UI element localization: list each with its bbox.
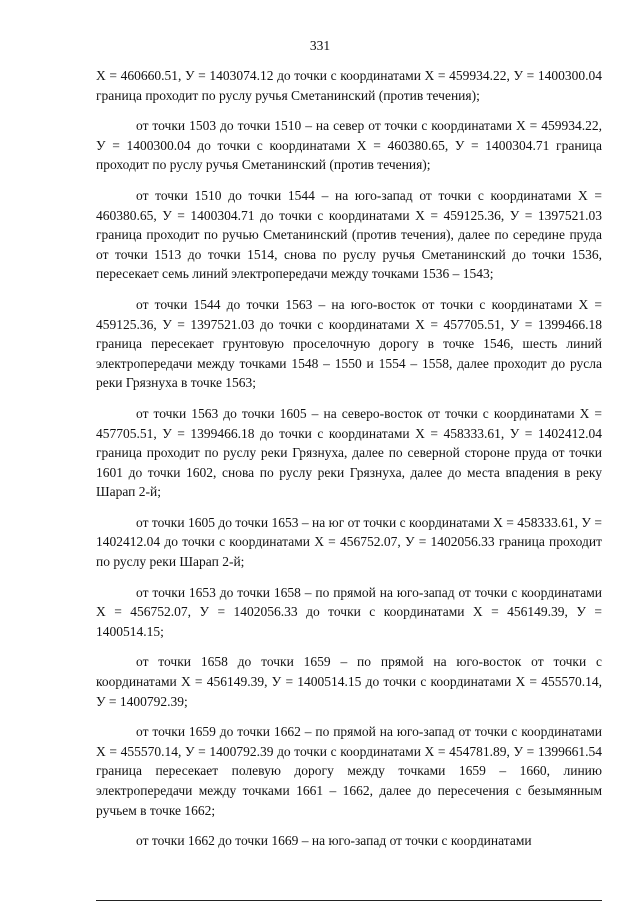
paragraph: от точки 1544 до точки 1563 – на юго-восток от точки с координатами Х = 459125.36, У = 1397521.03 до точки с координатами Х = 457705.51, У = 1399466.18 граница пересекает грунтовую проселочную дорогу в точке 1546, шесть линий электропередачи между точками 1548 – 1550 и 1554 – 1558, далее проходит до русла реки Грязнуха в точке 1563; bbox=[96, 296, 602, 391]
paragraph: от точки 1605 до точки 1653 – на юг от точки с координатами Х = 458333.61, У = 1402412.04 до точки с координатами Х = 456752.07, У = 1402056.33 граница проходит по руслу реки Шарап 2-й; bbox=[96, 514, 602, 570]
paragraph: от точки 1659 до точки 1662 – по прямой на юго-запад от точки с координатами Х = 455570.14, У = 1400792.39 до точки с координатами Х = 454781.89, У = 1399661.54 граница пересекает полевую дорогу между точками 1659 – 1660, линию электропередачи между точками 1661 – 1662, далее до пересечения с безымянным ручьем в точке 1662; bbox=[96, 724, 602, 818]
paragraph: от точки 1563 до точки 1605 – на северо-восток от точки с координатами Х = 457705.51, У = 1399466.18 до точки с координатами Х = 458333.61, У = 1402412.04 граница проходит по руслу реки Грязнуха, далее по северной стороне пруда от точки 1601 до точки 1602, снова по руслу реки Грязнуха, далее до места впадения в реку Шарап 2-й; bbox=[96, 405, 602, 500]
paragraph: от точки 1503 до точки 1510 – на север от точки с координатами Х = 459934.22, У = 1400300.04 до точки с координатами Х = 460380.65, У = 1400304.71 граница проходит по руслу ручья Сметанинский (против течения); bbox=[96, 118, 602, 173]
page-number: 331 bbox=[309, 38, 331, 53]
paragraph: от точки 1662 до точки 1669 – на юго-запад от точки с координатами bbox=[136, 833, 532, 849]
paragraph: Х = 460660.51, У = 1403074.12 до точки с координатами Х = 459934.22, У = 1400300.04 граница проходит по руслу ручья Сметанинский (против течения); bbox=[96, 68, 602, 103]
footer-rule bbox=[96, 900, 602, 901]
paragraph: от точки 1658 до точки 1659 – по прямой на юго-восток от точки с координатами Х = 456149.39, У = 1400514.15 до точки с координатами Х = 455570.14, У = 1400792.39; bbox=[96, 654, 602, 709]
document-body bbox=[96, 66, 602, 862]
paragraph: от точки 1653 до точки 1658 – по прямой на юго-запад от точки с координатами Х = 456752.07, У = 1402056.33 до точки с координатами Х = 456149.39, У = 1400514.15; bbox=[96, 584, 602, 639]
paragraph: от точки 1510 до точки 1544 – на юго-запад от точки с координатами Х = 460380.65, У = 1400304.71 до точки с координатами Х = 459125.36, У = 1397521.03 граница проходит по ручью Сметанинский (против течения), далее по середине пруда от точки 1513 до точки 1514, снова по руслу ручья Сметанинский до точки 1536, пересекает семь линий электропередачи между точками 1536 – 1543; bbox=[96, 187, 602, 282]
